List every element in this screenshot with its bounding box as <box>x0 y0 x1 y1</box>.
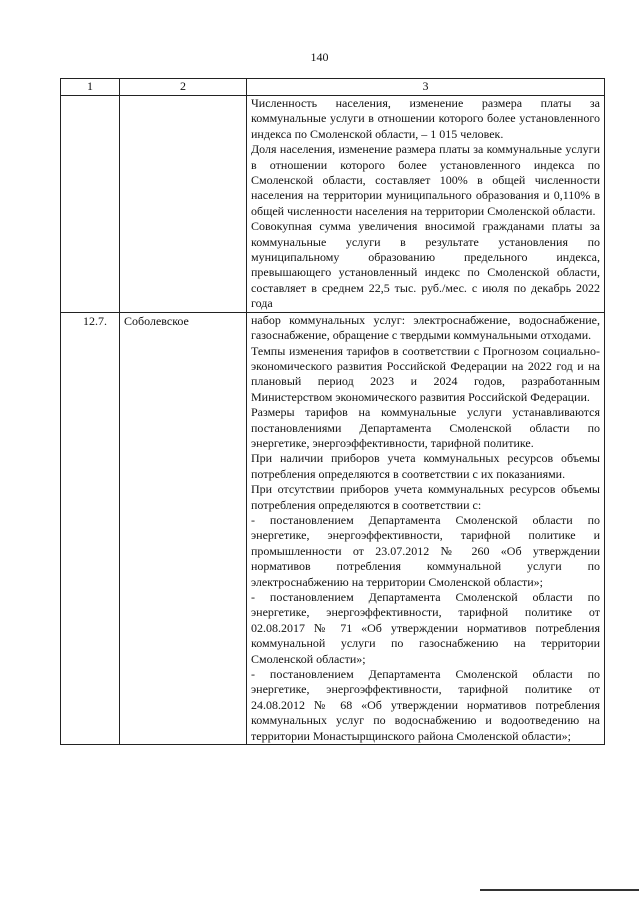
header-col-2: 2 <box>120 79 247 96</box>
row-number: 12.7. <box>61 312 120 744</box>
row-paragraph: При отсутствии приборов учета коммунальных ресурсов объемы потребления определяются в соответствии с: <box>251 482 600 512</box>
row-prev-number-cell <box>61 96 120 313</box>
header-col-1: 1 <box>61 79 120 96</box>
row-description-cell <box>247 312 605 744</box>
scan-edge-line <box>480 889 639 891</box>
row-prev-paragraph: Совокупная сумма увеличения вносимой гражданами платы за коммунальные услуги в результате установления по муниципальному образованию предельного индекса, превышающего установленный индекс по Смоленской области, составляет в среднем 22,5 тыс. руб./мес. с июля по декабрь 2022 года <box>251 219 600 311</box>
row-paragraph: Размеры тарифов на коммунальные услуги устанавливаются постановлениями Департамента Смоленской области по энергетике, энергоэффективности, тарифной политике. <box>251 405 600 450</box>
row-paragraph: - постановлением Департамента Смоленской области по энергетике, энергоэффективности, тарифной политике и промышленности от 23.07.2012 № 260 «Об утверждении нормативов потребления коммунальной услуги по электроснабжению на территории Смоленской области»; <box>251 512 600 589</box>
content-table <box>60 78 605 745</box>
row-prev-name-cell <box>120 96 247 313</box>
header-col-3: 3 <box>247 79 605 96</box>
row-prev-paragraph: Численность населения, изменение размера платы за коммунальные услуги в отношении которого более установленного индекса по Смоленской области, – 1 015 человек. <box>251 96 600 141</box>
row-paragraph: - постановлением Департамента Смоленской области по энергетике, энергоэффективности, тарифной политике от 24.08.2012 № 68 «Об утверждении нормативов потребления коммунальных услуг по водоснабжению и водоотведению на территории Монастырщинского района Смоленской области»; <box>251 667 600 743</box>
row-prev-paragraph: Доля населения, изменение размера платы за коммунальные услуги в отношении которого более установленного индекса по Смоленской области, составляет 100% в общей численности населения на территории муниципального образования и 0,110% в общей численности населения на территории Смоленской области. <box>251 142 600 218</box>
page-number: 140 <box>310 50 329 64</box>
row-prev-description-cell <box>247 96 605 313</box>
table-row-12-7 <box>61 312 605 744</box>
municipality-name: Соболевское <box>120 312 247 744</box>
row-paragraph: Темпы изменения тарифов в соответствии с Прогнозом социально-экономического развития Российской Федерации на 2022 год и на плановый период 2023 и 2024 годов, разработанным Министерством экономического развития Российской Федерации. <box>251 343 600 404</box>
table-row-continued <box>61 96 605 313</box>
table-header-row <box>61 79 605 96</box>
row-paragraph: При наличии приборов учета коммунальных ресурсов объемы потребления определяются в соответствии с их показаниями. <box>251 451 600 481</box>
row-paragraph: - постановлением Департамента Смоленской области по энергетике, энергоэффективности, тарифной политике от 02.08.2017 № 71 «Об утверждении нормативов потребления коммунальной услуги по газоснабжению на территории Смоленской области»; <box>251 590 600 666</box>
row-paragraph: набор коммунальных услуг: электроснабжение, водоснабжение, газоснабжение, обращение с твердыми коммунальными отходами. <box>251 312 600 343</box>
